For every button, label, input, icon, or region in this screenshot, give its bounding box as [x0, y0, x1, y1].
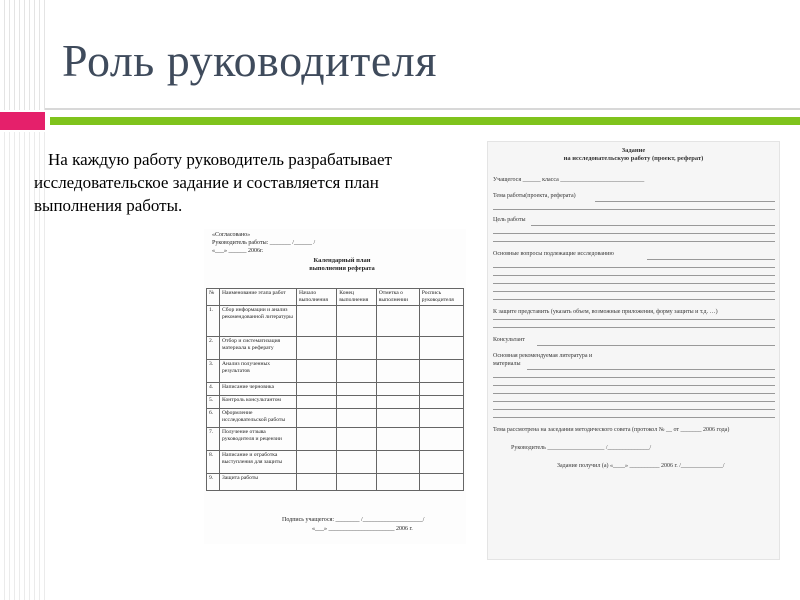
- col-header: Начало выполнения: [297, 289, 337, 306]
- plan-row-empty-cell: [297, 396, 337, 409]
- plan-row-empty-cell: [297, 451, 337, 474]
- plan-row-number: 7.: [207, 428, 220, 451]
- task-rule: [493, 319, 775, 320]
- plan-row-empty-cell: [419, 474, 463, 491]
- plan-row-empty-cell: [297, 360, 337, 383]
- plan-row-number: 9.: [207, 474, 220, 491]
- task-literature-2: материалы: [493, 361, 521, 367]
- slide-body-text: На каждую работу руководитель разрабатывает исследовательское задание и составляется план выполнения работы.: [34, 150, 392, 215]
- calendar-plan-document: [204, 229, 466, 544]
- plan-table-header: [207, 289, 464, 306]
- plan-row-empty-cell: [376, 396, 419, 409]
- col-header: Наименование этапа работ: [220, 289, 297, 306]
- plan-row-empty-cell: [297, 337, 337, 360]
- plan-row-empty-cell: [337, 306, 376, 337]
- task-rule: [493, 385, 775, 386]
- plan-row-number: 5.: [207, 396, 220, 409]
- title-divider-green: [50, 117, 800, 125]
- task-rule: [527, 369, 775, 370]
- plan-table-row: [207, 474, 464, 491]
- slide-title: Роль руководителя: [62, 35, 437, 86]
- task-literature-1: Основная рекомендуемая литература и: [493, 353, 593, 359]
- plan-row-empty-cell: [376, 409, 419, 428]
- plan-row-stage: Отбор и систематизация материала к реферату: [220, 337, 297, 360]
- plan-table-row: [207, 383, 464, 396]
- plan-row-number: 2.: [207, 337, 220, 360]
- plan-heading: [292, 257, 392, 273]
- task-rule: [531, 225, 775, 226]
- decor-accent-pink: [0, 112, 45, 130]
- task-defense: К защите представить (указать объем, возможные приложения, форму защиты и т.д. …): [493, 309, 718, 315]
- plan-row-stage: Контроль консультантом: [220, 396, 297, 409]
- plan-row-number: 6.: [207, 409, 220, 428]
- plan-table-row: [207, 306, 464, 337]
- plan-row-empty-cell: [337, 409, 376, 428]
- plan-row-empty-cell: [376, 337, 419, 360]
- task-rule: [493, 327, 775, 328]
- task-approved: Тема рассмотрена на заседании методического совета (протокол № __ от _______ 2006 года): [493, 427, 730, 433]
- plan-row-number: 3.: [207, 360, 220, 383]
- task-supervisor: Руководитель ___________________ /______________/: [511, 445, 652, 451]
- task-rule: [493, 291, 775, 292]
- plan-table-row: [207, 451, 464, 474]
- plan-row-empty-cell: [419, 337, 463, 360]
- col-header: Отметка о выполнении: [376, 289, 419, 306]
- plan-row-empty-cell: [419, 409, 463, 428]
- research-task-document: [487, 141, 780, 560]
- plan-row-number: 1.: [207, 306, 220, 337]
- task-rule: [493, 299, 775, 300]
- plan-row-empty-cell: [337, 360, 376, 383]
- task-heading: [527, 147, 740, 163]
- plan-row-empty-cell: [337, 396, 376, 409]
- plan-row-stage: Оформление исследовательской работы: [220, 409, 297, 428]
- task-rule: [493, 283, 775, 284]
- plan-table-row: [207, 396, 464, 409]
- plan-heading-line-2: выполнения реферата: [309, 265, 375, 272]
- plan-row-empty-cell: [376, 474, 419, 491]
- task-rule: [647, 259, 775, 260]
- plan-table-row: [207, 409, 464, 428]
- task-student: Учащегося ______ класса ____________________________: [493, 177, 645, 183]
- task-goal: Цель работы: [493, 217, 526, 223]
- plan-row-stage: Защита работы: [220, 474, 297, 491]
- plan-table-row: [207, 360, 464, 383]
- task-rule: [493, 267, 775, 268]
- plan-row-empty-cell: [376, 306, 419, 337]
- plan-table-row: [207, 428, 464, 451]
- plan-row-stage: Анализ полученных результатов: [220, 360, 297, 383]
- plan-row-number: 8.: [207, 451, 220, 474]
- plan-row-empty-cell: [297, 306, 337, 337]
- plan-row-empty-cell: [419, 428, 463, 451]
- title-divider-light: [45, 108, 800, 110]
- plan-row-empty-cell: [337, 428, 376, 451]
- task-rule: [493, 409, 775, 410]
- task-rule: [493, 377, 775, 378]
- col-header: №: [207, 289, 220, 306]
- decor-strip-top: [0, 0, 45, 110]
- task-rule: [493, 393, 775, 394]
- plan-table-row: [207, 337, 464, 360]
- task-consultant: Консультант: [493, 337, 525, 343]
- plan-row-empty-cell: [376, 451, 419, 474]
- plan-row-empty-cell: [419, 396, 463, 409]
- plan-supervisor: Руководитель работы: _______ /______ /: [212, 240, 316, 246]
- task-rule: [493, 275, 775, 276]
- plan-row-empty-cell: [419, 451, 463, 474]
- task-rule: [493, 401, 775, 402]
- task-received: Задание получил (а) «____» __________ 2006 г. /______________/: [557, 463, 725, 469]
- task-heading-line-1: Задание: [621, 147, 646, 154]
- task-rule: [595, 201, 775, 202]
- plan-row-stage: Получение отзыва руководителя и рецензии: [220, 428, 297, 451]
- task-rule: [493, 209, 775, 210]
- plan-row-stage: Написание и отработка выступления для защиты: [220, 451, 297, 474]
- task-topic: Тема работы(проекта, реферата): [493, 193, 576, 199]
- plan-row-empty-cell: [337, 451, 376, 474]
- plan-row-number: 4.: [207, 383, 220, 396]
- plan-heading-line-1: Календарный план: [313, 257, 371, 264]
- plan-row-empty-cell: [297, 409, 337, 428]
- plan-row-empty-cell: [297, 383, 337, 396]
- plan-row-empty-cell: [337, 383, 376, 396]
- task-rule: [493, 233, 775, 234]
- plan-row-empty-cell: [297, 474, 337, 491]
- plan-row-empty-cell: [419, 360, 463, 383]
- plan-row-empty-cell: [376, 428, 419, 451]
- col-header: Роспись руководителя: [419, 289, 463, 306]
- plan-row-stage: Сбор информации и анализ рекомендованной литературы: [220, 306, 297, 337]
- plan-row-empty-cell: [337, 337, 376, 360]
- task-questions: Основные вопросы подлежащие исследованию: [493, 251, 614, 257]
- plan-row-empty-cell: [337, 474, 376, 491]
- plan-signature: Подпись учащегося: ________ /____________________/: [282, 517, 425, 523]
- task-rule: [537, 345, 775, 346]
- plan-row-empty-cell: [419, 306, 463, 337]
- plan-signature-date: «___» ______________________ 2006 г.: [312, 526, 413, 532]
- task-heading-line-2: на исследовательскую работу (проект, реферат): [563, 155, 704, 162]
- plan-table: [206, 288, 464, 491]
- plan-row-empty-cell: [297, 428, 337, 451]
- plan-row-empty-cell: [376, 360, 419, 383]
- task-rule: [493, 241, 775, 242]
- plan-row-empty-cell: [419, 383, 463, 396]
- plan-row-stage: Написание черновика: [220, 383, 297, 396]
- plan-date: «___» ______ 2006г.: [212, 248, 264, 254]
- col-header: Конец выполнения: [337, 289, 376, 306]
- plan-row-empty-cell: [376, 383, 419, 396]
- task-rule: [493, 417, 775, 418]
- plan-agreed: «Согласовано»: [212, 232, 251, 238]
